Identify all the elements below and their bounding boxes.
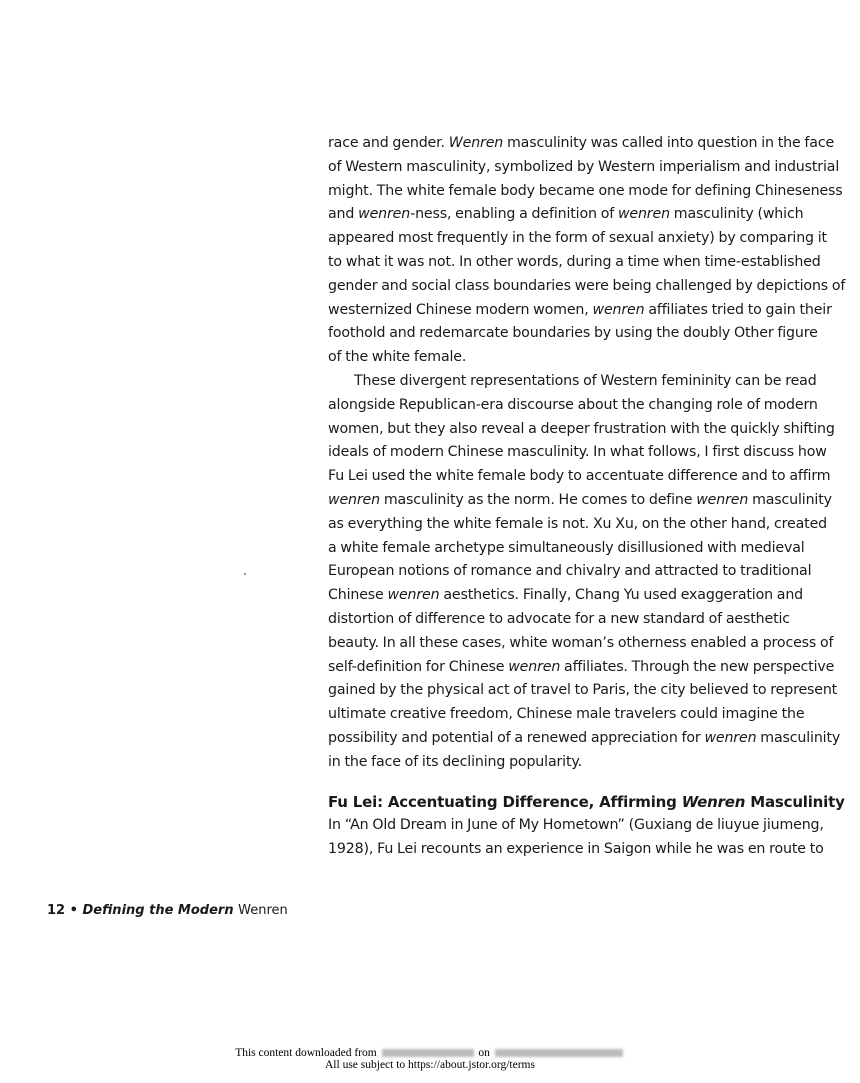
text-run: as everything the white female is not. Xu Xu, on the other hand, created <box>328 515 828 532</box>
text-run: women, but they also reveal a deeper frustration with the quickly shifting <box>328 420 835 437</box>
italic-term: wenren <box>704 729 757 746</box>
italic-term: wenren <box>387 587 440 604</box>
text-run: affiliates tried to gain their <box>644 301 832 318</box>
text-line <box>328 584 804 608</box>
text-run: ideals of modern Chinese masculinity. In what follows, I first discuss how <box>328 444 827 461</box>
text-line <box>328 418 835 442</box>
text-run: Fu Lei: Accentuating Difference, Affirming <box>328 793 682 811</box>
italic-term: wenren <box>592 301 645 318</box>
text-line <box>328 560 812 584</box>
text-line <box>328 275 846 299</box>
italic-term: wenren <box>617 206 670 223</box>
text-run: alongside Republican-era discourse about the changing role of modern <box>328 396 818 413</box>
text-run: in the face of its declining popularity. <box>328 753 582 770</box>
text-run: gender and social class boundaries were being challenged by depictions of <box>328 277 846 294</box>
text-line <box>328 441 827 465</box>
text-run: of the white female. <box>328 349 467 366</box>
text-line <box>328 814 824 838</box>
text-line <box>328 203 804 227</box>
text-run: to what it was not. In other words, during a time when time-established <box>328 253 821 270</box>
text-run: might. The white female body became one mode for defining Chineseness <box>328 182 843 199</box>
text-line <box>328 632 834 656</box>
text-run: aesthetics. Finally, Chang Yu used exaggeration and <box>439 587 804 604</box>
text-run: affiliates. Through the new perspective <box>560 658 835 675</box>
bullet: • <box>69 903 78 918</box>
text-line <box>328 465 831 489</box>
section-heading <box>328 790 845 814</box>
text-line <box>328 703 805 727</box>
italic-term: Wenren <box>448 135 504 151</box>
scan-speck <box>244 573 246 575</box>
text-run: masculinity as the norm. He comes to define <box>379 491 697 508</box>
download-notice: This content downloaded from <box>235 1047 377 1059</box>
italic-term: wenren <box>358 206 411 223</box>
italic-term: wenren <box>696 491 749 508</box>
text-run: European notions of romance and chivalry and attracted to traditional <box>328 563 812 580</box>
italic-term: Wenren <box>681 793 746 811</box>
text-run: Masculinity <box>745 793 845 811</box>
text-run: 1928), Fu Lei recounts an experience in Saigon while he was en route to <box>328 840 824 857</box>
text-line <box>328 370 817 394</box>
text-line <box>328 608 790 632</box>
text-run: Fu Lei used the white female body to accentuate difference and to affirm <box>328 468 831 485</box>
text-line <box>328 751 784 775</box>
text-run: race and gender. <box>328 135 449 151</box>
jstor-footer <box>0 1047 860 1071</box>
text-run: foothold and redemarcate boundaries by using the doubly Other figure <box>328 325 818 342</box>
download-on: on <box>478 1047 490 1059</box>
text-line <box>328 679 838 703</box>
text-run: a white female archetype simultaneously disillusioned with medieval <box>328 539 805 556</box>
text-line <box>328 537 805 561</box>
text-run: beauty. In all these cases, white woman’s otherness enabled a process of <box>328 634 834 651</box>
text-run: and <box>328 206 359 223</box>
text-run: gained by the physical act of travel to Paris, the city believed to represent <box>328 682 838 699</box>
text-line <box>328 838 824 862</box>
text-line <box>328 251 821 275</box>
text-run: These divergent representations of Western femininity can be read <box>354 372 817 389</box>
text-run: of Western masculinity, symbolized by Western imperialism and industrial <box>328 158 840 175</box>
body-text-block <box>328 132 846 775</box>
text-line <box>328 656 835 680</box>
running-footer <box>47 900 288 922</box>
text-line <box>328 299 832 323</box>
text-run: masculinity <box>756 729 841 746</box>
text-line <box>328 180 843 204</box>
body-text-block-2 <box>328 814 824 862</box>
text-line <box>328 227 827 251</box>
text-line <box>328 132 835 156</box>
text-line <box>328 346 784 370</box>
text-run: masculinity (which <box>669 206 804 223</box>
text-run: -ness, enabling a definition of <box>410 206 618 223</box>
text-run: westernized Chinese modern women, <box>328 301 593 318</box>
redacted-ip <box>382 1049 474 1057</box>
text-run: possibility and potential of a renewed appreciation for <box>328 729 705 746</box>
text-line <box>328 727 841 751</box>
text-run: distortion of difference to advocate for a new standard of aesthetic <box>328 610 790 627</box>
text-line <box>328 322 818 346</box>
text-run: self-definition for Chinese <box>328 658 509 675</box>
terms-notice: All use subject to https://about.jstor.org/terms <box>325 1059 535 1071</box>
text-run: masculinity <box>748 491 832 508</box>
page-number: 12 <box>47 903 66 918</box>
text-line <box>328 489 832 513</box>
redacted-date <box>495 1049 623 1057</box>
text-run: ultimate creative freedom, Chinese male travelers could imagine the <box>328 706 805 723</box>
text-line <box>328 513 828 537</box>
italic-term: wenren <box>508 658 561 675</box>
text-run: masculinity was called into question in the face <box>503 135 835 151</box>
running-title-regular: Wenren <box>238 903 288 918</box>
text-line <box>328 156 840 180</box>
text-run: appeared most frequently in the form of sexual anxiety) by comparing it <box>328 230 827 247</box>
text-run: In “An Old Dream in June of My Hometown” (Guxiang de liuyue jiumeng, <box>328 817 824 833</box>
text-line <box>328 394 818 418</box>
text-run: Chinese <box>328 587 388 604</box>
italic-term: wenren <box>328 491 380 508</box>
running-title-italic: Defining the Modern <box>82 903 234 918</box>
